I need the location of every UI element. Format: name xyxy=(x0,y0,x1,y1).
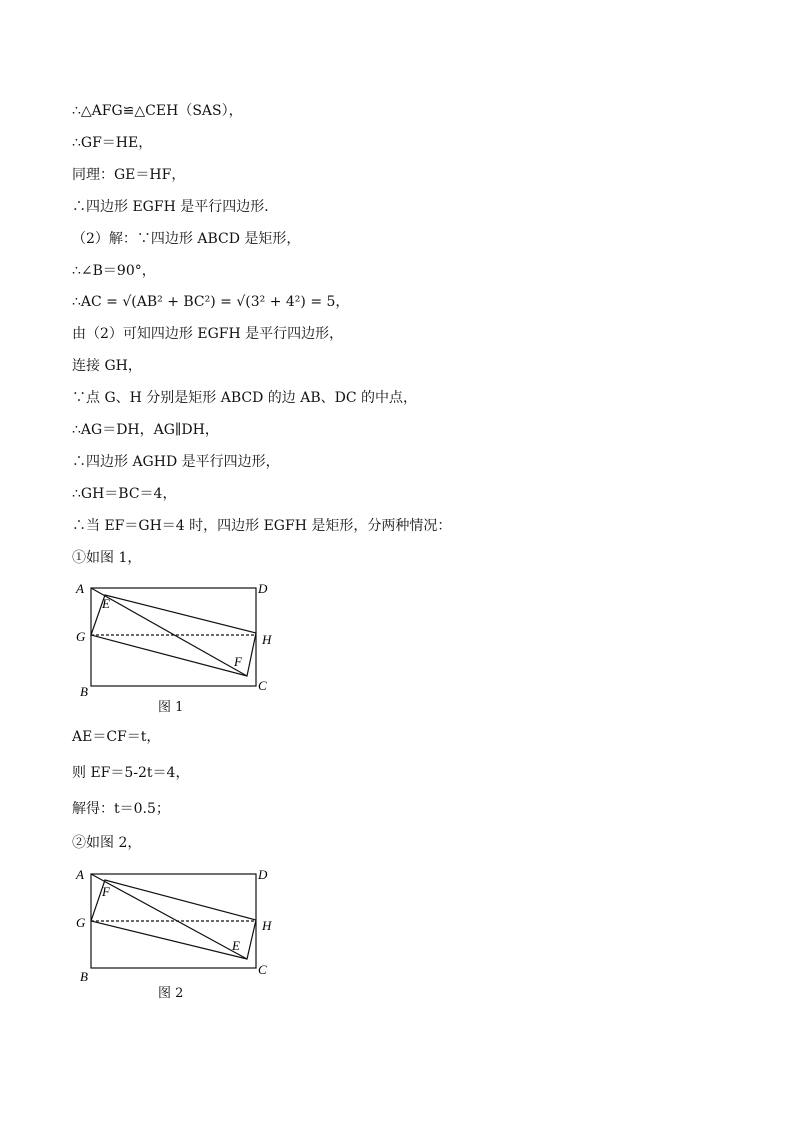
figure-1 xyxy=(72,578,292,718)
text-line: 同理：GE＝HF， xyxy=(72,167,186,183)
label-A: A xyxy=(76,867,84,882)
text-line: ∴当 EF＝GH＝4 时，四边形 EGFH 是矩形，分两种情况： xyxy=(72,518,452,534)
figure-caption: 图 1 xyxy=(158,700,184,715)
label-B: B xyxy=(80,684,88,696)
text-line: ∴∠B＝90°， xyxy=(72,263,156,279)
text-line: 由（2）可知四边形 EGFH 是平行四边形， xyxy=(72,326,344,342)
figure-2 xyxy=(72,864,292,1004)
label-A: A xyxy=(76,581,84,596)
label-C: C xyxy=(258,678,267,693)
text-line: 连接 GH， xyxy=(72,358,142,374)
text-line: 解得：t＝0.5； xyxy=(72,801,170,817)
text-line: ②如图 2， xyxy=(72,835,142,851)
label-G: G xyxy=(76,915,86,930)
text-line: ∴GF＝HE， xyxy=(72,135,153,151)
figure-caption: 图 2 xyxy=(158,986,184,1001)
label-H: H xyxy=(262,918,272,933)
text-line: ∴四边形 AGHD 是平行四边形， xyxy=(72,454,280,470)
text-line: ∵点 G、H 分别是矩形 ABCD 的边 AB、DC 的中点， xyxy=(72,390,418,406)
text-line: ①如图 1， xyxy=(72,550,142,566)
label-B: B xyxy=(80,969,88,982)
text-line: ∴GH＝BC＝4， xyxy=(72,486,177,502)
text-line: ∴△AFG≌△CEH（SAS）， xyxy=(72,103,243,119)
label-D: D xyxy=(258,867,268,882)
label-C: C xyxy=(258,962,267,977)
text-line: ∴四边形 EGFH 是平行四边形． xyxy=(72,199,279,215)
text-line: ∴AG＝DH，AG∥DH， xyxy=(72,422,219,438)
formula-line: ∴AC = √(AB² + BC²) = √(3² + 4²) = 5， xyxy=(72,294,350,310)
text-line: AE＝CF＝t， xyxy=(72,729,161,745)
text-line: （2）解：∵四边形 ABCD 是矩形， xyxy=(72,231,301,247)
label-F: F xyxy=(234,654,242,669)
label-D: D xyxy=(258,581,268,596)
label-G: G xyxy=(76,629,86,644)
label-E: E xyxy=(102,596,110,611)
label-E: E xyxy=(232,938,240,953)
text-line: 则 EF＝5-2t＝4， xyxy=(72,765,190,781)
label-H: H xyxy=(262,632,272,647)
figure-2-diagram xyxy=(72,864,292,982)
figure-1-diagram xyxy=(72,578,292,696)
label-F: F xyxy=(102,884,110,899)
